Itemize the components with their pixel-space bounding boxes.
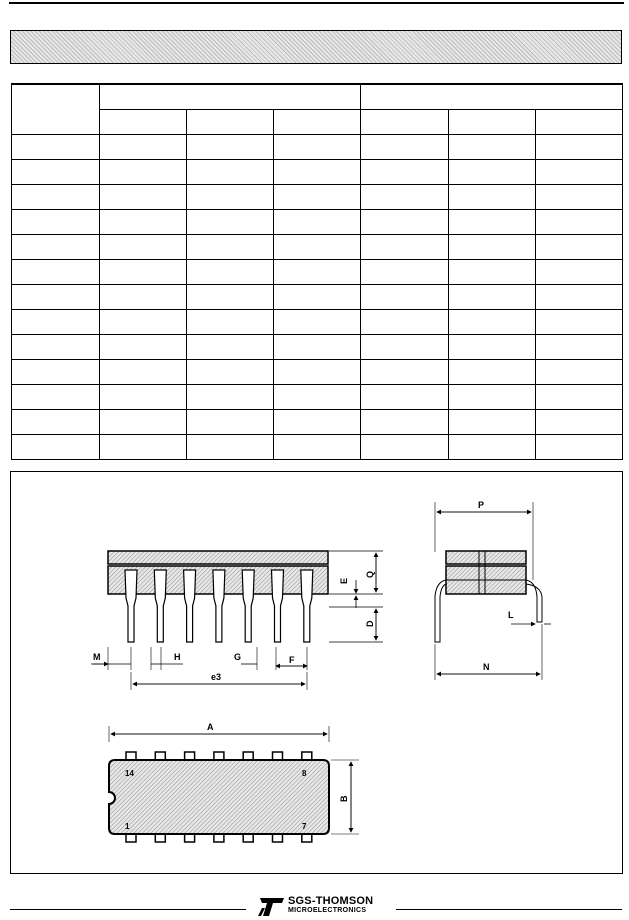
table-row <box>12 434 623 459</box>
table-cell <box>361 384 449 409</box>
header-group-inch <box>361 84 623 109</box>
table-header-row <box>12 84 623 109</box>
footer-rule-left <box>10 909 246 910</box>
table-cell <box>536 134 623 159</box>
table-row <box>12 209 623 234</box>
table-cell <box>536 234 623 259</box>
table-cell <box>187 384 274 409</box>
table-cell <box>12 259 100 284</box>
footer-rule-right <box>396 909 622 910</box>
label-E: E <box>339 577 349 584</box>
table-subheader-row <box>12 109 623 134</box>
st-logo-icon <box>256 896 286 918</box>
label-L: L <box>508 610 514 620</box>
table-cell <box>449 359 536 384</box>
table-cell <box>449 184 536 209</box>
side-lead <box>154 570 166 642</box>
table-cell <box>100 284 187 309</box>
table-cell <box>100 184 187 209</box>
table-cell <box>274 284 361 309</box>
table-cell <box>361 184 449 209</box>
top-view-pin <box>185 752 195 760</box>
table-cell <box>187 234 274 259</box>
table-cell <box>536 184 623 209</box>
table-cell <box>187 334 274 359</box>
table-cell <box>274 234 361 259</box>
table-cell <box>274 209 361 234</box>
table-cell <box>187 159 274 184</box>
side-lead <box>125 570 137 642</box>
table-cell <box>361 359 449 384</box>
top-rule <box>9 2 624 4</box>
table-row <box>12 184 623 209</box>
table-cell <box>536 434 623 459</box>
table-row <box>12 134 623 159</box>
side-lead <box>301 570 313 642</box>
table-row <box>12 259 623 284</box>
table-cell <box>12 209 100 234</box>
table-cell <box>536 334 623 359</box>
table-row <box>12 334 623 359</box>
top-view-pin <box>214 752 224 760</box>
side-lead <box>213 570 225 642</box>
header-group-mm <box>100 84 361 109</box>
label-B: B <box>339 795 349 802</box>
table-row <box>12 309 623 334</box>
table-cell <box>536 309 623 334</box>
table-cell <box>187 409 274 434</box>
table-cell <box>100 234 187 259</box>
table-cell <box>274 434 361 459</box>
subheader-cell <box>187 109 274 134</box>
label-H: H <box>174 652 181 662</box>
table-cell <box>449 309 536 334</box>
table-cell <box>12 284 100 309</box>
table-cell <box>274 334 361 359</box>
pin-label-8: 8 <box>302 769 307 778</box>
table-cell <box>12 309 100 334</box>
top-view-body <box>109 760 329 834</box>
top-view-pin <box>155 752 165 760</box>
package-outline-drawing <box>11 472 622 873</box>
table-cell <box>100 259 187 284</box>
table-cell <box>361 434 449 459</box>
table-cell <box>100 384 187 409</box>
table-cell <box>361 234 449 259</box>
table-row <box>12 384 623 409</box>
table-cell <box>361 134 449 159</box>
table-cell <box>449 134 536 159</box>
table-cell <box>187 359 274 384</box>
table-cell <box>12 184 100 209</box>
table-cell <box>361 284 449 309</box>
table-cell <box>449 159 536 184</box>
table-cell <box>12 384 100 409</box>
subheader-cell <box>274 109 361 134</box>
table-cell <box>361 409 449 434</box>
table-cell <box>187 309 274 334</box>
table-row <box>12 359 623 384</box>
pin-label-1: 1 <box>125 822 130 831</box>
table-row <box>12 284 623 309</box>
top-view-pin <box>155 834 165 842</box>
top-view-pin <box>243 834 253 842</box>
table-cell <box>536 384 623 409</box>
table-cell <box>100 359 187 384</box>
table-cell <box>100 409 187 434</box>
end-view <box>435 500 551 680</box>
top-view-pin <box>243 752 253 760</box>
side-lead <box>184 570 196 642</box>
table-cell <box>187 209 274 234</box>
table-cell <box>449 234 536 259</box>
table-cell <box>187 184 274 209</box>
pin-label-14: 14 <box>125 769 134 778</box>
label-Q: Q <box>365 570 375 578</box>
top-view-pin <box>302 834 312 842</box>
table-cell <box>12 334 100 359</box>
top-view-pin <box>185 834 195 842</box>
table-cell <box>536 159 623 184</box>
table-cell <box>274 384 361 409</box>
table-cell <box>274 159 361 184</box>
side-view <box>91 551 383 690</box>
top-view-pin <box>126 834 136 842</box>
table-cell <box>361 159 449 184</box>
table-cell <box>449 259 536 284</box>
end-body-top <box>446 551 526 564</box>
table-row <box>12 159 623 184</box>
table-cell <box>361 259 449 284</box>
label-D: D <box>365 620 375 627</box>
top-view-pin <box>302 752 312 760</box>
table-row <box>12 234 623 259</box>
table-cell <box>449 284 536 309</box>
table-cell <box>100 434 187 459</box>
label-F: F <box>289 655 295 665</box>
brand-subtitle: MICROELECTRONICS <box>288 907 367 914</box>
table-cell <box>100 134 187 159</box>
subheader-cell <box>361 109 449 134</box>
pin-label-7: 7 <box>302 822 307 831</box>
label-G: G <box>234 652 242 662</box>
package-drawing-frame <box>10 471 623 874</box>
table-cell <box>12 134 100 159</box>
table-cell <box>12 409 100 434</box>
side-lead <box>242 570 254 642</box>
table-cell <box>100 334 187 359</box>
table-cell <box>536 409 623 434</box>
top-view-pin <box>214 834 224 842</box>
sgs-thomson-logo <box>256 895 386 919</box>
table-cell <box>274 309 361 334</box>
subheader-cell <box>536 109 623 134</box>
table-cell <box>536 209 623 234</box>
table-cell <box>536 284 623 309</box>
label-P: P <box>478 500 485 510</box>
table-cell <box>12 234 100 259</box>
table-row <box>12 409 623 434</box>
label-M: M <box>93 652 101 662</box>
table-cell <box>100 209 187 234</box>
dimensions-table <box>11 83 623 460</box>
side-lead <box>272 570 284 642</box>
label-e3: e3 <box>211 672 222 682</box>
subheader-cell <box>449 109 536 134</box>
table-cell <box>274 359 361 384</box>
subheader-cell <box>100 109 187 134</box>
top-view-pin <box>126 752 136 760</box>
table-cell <box>361 334 449 359</box>
label-N: N <box>483 662 490 672</box>
table-cell <box>361 309 449 334</box>
table-cell <box>187 284 274 309</box>
table-cell <box>274 409 361 434</box>
top-view-pin <box>273 834 283 842</box>
table-cell <box>449 209 536 234</box>
table-cell <box>274 259 361 284</box>
table-cell <box>274 184 361 209</box>
table-cell <box>100 309 187 334</box>
table-cell <box>12 159 100 184</box>
table-cell <box>449 434 536 459</box>
top-view <box>109 722 359 842</box>
table-cell <box>449 409 536 434</box>
label-A: A <box>207 722 214 732</box>
table-cell <box>361 209 449 234</box>
table-cell <box>536 359 623 384</box>
table-cell <box>449 384 536 409</box>
table-cell <box>100 159 187 184</box>
table-cell <box>187 259 274 284</box>
side-body-top <box>108 551 328 564</box>
table-cell <box>12 434 100 459</box>
table-cell <box>274 134 361 159</box>
table-cell <box>449 334 536 359</box>
header-dim-cell <box>12 84 100 134</box>
section-title-bar <box>10 30 622 64</box>
top-view-pin <box>273 752 283 760</box>
brand-name: SGS-THOMSON <box>288 895 374 907</box>
table-cell <box>187 434 274 459</box>
table-cell <box>187 134 274 159</box>
table-cell <box>12 359 100 384</box>
table-cell <box>536 259 623 284</box>
